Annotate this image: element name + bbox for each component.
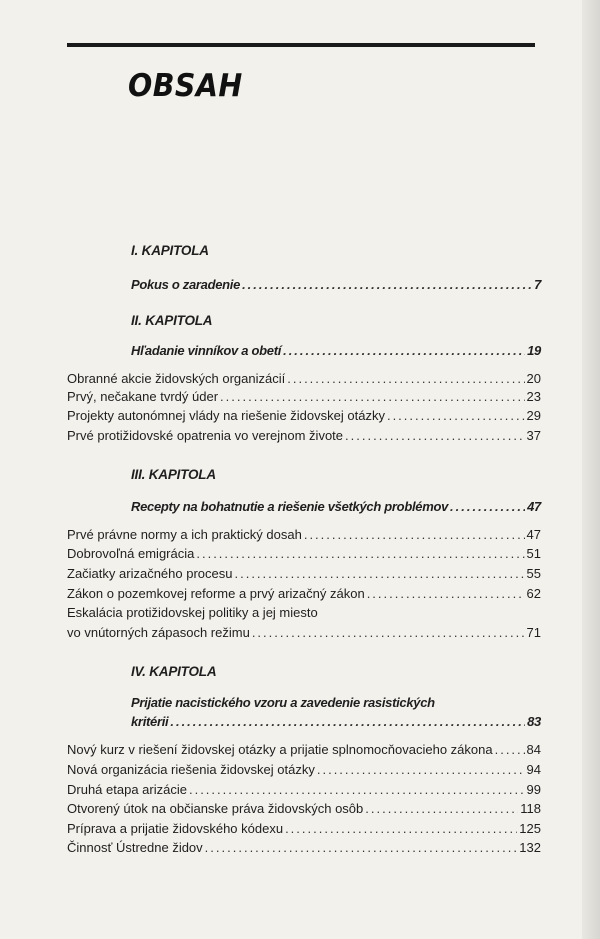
toc-entry[interactable] bbox=[67, 586, 541, 602]
toc-entry[interactable] bbox=[67, 625, 541, 641]
toc-entry-page: 99 bbox=[526, 782, 541, 797]
toc-entry-page: 19 bbox=[527, 343, 541, 358]
toc-entry[interactable] bbox=[67, 428, 541, 444]
toc-entry-label: Príprava a prijatie židovského kódexu bbox=[67, 821, 284, 836]
leader-dots bbox=[345, 428, 525, 444]
toc-entry[interactable] bbox=[131, 499, 541, 515]
toc-entry-label: Prvé protižidovské opatrenia vo verejnom živote bbox=[67, 428, 344, 443]
toc-entry-page: 84 bbox=[526, 742, 541, 757]
chapter-heading: II. KAPITOLA bbox=[131, 313, 213, 328]
leader-dots bbox=[285, 821, 517, 837]
chapter-heading: IV. KAPITOLA bbox=[131, 664, 217, 679]
leader-dots bbox=[367, 586, 525, 602]
toc-entry-page: 7 bbox=[534, 277, 541, 292]
leader-dots bbox=[242, 277, 532, 293]
toc-entry[interactable] bbox=[67, 762, 541, 778]
toc-entry-label: kritérii bbox=[131, 714, 169, 729]
toc-entry-label: Prvé právne normy a ich praktický dosah bbox=[67, 527, 302, 542]
leader-dots bbox=[252, 625, 525, 641]
leader-dots bbox=[283, 343, 525, 359]
toc-entry-page: 29 bbox=[526, 408, 541, 423]
leader-dots bbox=[189, 782, 525, 798]
toc-entry-page: 62 bbox=[526, 586, 541, 601]
leader-dots bbox=[234, 566, 524, 582]
toc-entry-label: Nová organizácia riešenia židovskej otázky bbox=[67, 762, 315, 777]
toc-entry[interactable] bbox=[67, 546, 541, 562]
toc-entry-label: vo vnútorných zápasoch režimu bbox=[67, 625, 250, 640]
toc-entry-label: Obranné akcie židovských organizácií bbox=[67, 371, 286, 386]
toc-entry-page: 47 bbox=[526, 527, 541, 542]
toc-entry-label: Začiatky arizačného procesu bbox=[67, 566, 233, 581]
leader-dots bbox=[450, 499, 525, 515]
toc-entry[interactable] bbox=[67, 408, 541, 424]
toc-entry-page: 37 bbox=[526, 428, 541, 443]
toc-entry-label: Pokus o zaradenie bbox=[131, 277, 241, 292]
toc-entry-label-line: Eskalácia protižidovskej politiky a jej miesto bbox=[67, 605, 318, 620]
toc-entry[interactable] bbox=[67, 801, 541, 817]
leader-dots bbox=[220, 389, 525, 405]
leader-dots bbox=[287, 371, 524, 387]
leader-dots bbox=[304, 527, 525, 543]
toc-entry-label: Recepty na bohatnutie a riešenie všetkých problémov bbox=[131, 499, 449, 514]
leader-dots bbox=[317, 762, 525, 778]
leader-dots bbox=[205, 840, 518, 856]
toc-entry-page: 83 bbox=[527, 714, 541, 729]
toc-entry[interactable] bbox=[67, 527, 541, 543]
leader-dots bbox=[365, 801, 518, 817]
toc-entry-page: 51 bbox=[526, 546, 541, 561]
page-title: OBSAH bbox=[128, 68, 243, 104]
toc-entry-label: Činnosť Ústredne židov bbox=[67, 840, 203, 855]
toc-entry-label-line: Prijatie nacistického vzoru a zavedenie rasistických bbox=[131, 695, 435, 710]
toc-entry-page: 55 bbox=[526, 566, 541, 581]
toc-entry-page: 125 bbox=[519, 821, 541, 836]
leader-dots bbox=[387, 408, 525, 424]
leader-dots bbox=[196, 546, 524, 562]
toc-entry-page: 71 bbox=[526, 625, 541, 640]
toc-entry[interactable] bbox=[67, 782, 541, 798]
chapter-heading: III. KAPITOLA bbox=[131, 467, 216, 482]
toc-entry[interactable] bbox=[67, 371, 541, 387]
toc-entry-page: 118 bbox=[520, 801, 541, 816]
toc-entry[interactable] bbox=[131, 343, 541, 359]
toc-entry-page: 47 bbox=[527, 499, 541, 514]
toc-entry-page: 94 bbox=[526, 762, 541, 777]
top-rule bbox=[67, 43, 535, 47]
toc-entry[interactable] bbox=[67, 840, 541, 856]
toc-entry[interactable] bbox=[67, 821, 541, 837]
toc-entry-label: Zákon o pozemkovej reforme a prvý arizačný zákon bbox=[67, 586, 365, 601]
toc-entry-label: Otvorený útok na občianske práva židovských osôb bbox=[67, 801, 364, 816]
toc-entry-label: Projekty autonómnej vlády na riešenie židovskej otázky bbox=[67, 408, 385, 423]
toc-entry-label: Dobrovoľná emigrácia bbox=[67, 546, 195, 561]
toc-entry[interactable] bbox=[67, 742, 541, 758]
toc-entry-label: Druhá etapa arizácie bbox=[67, 782, 187, 797]
toc-entry[interactable] bbox=[67, 389, 541, 405]
toc-entry-page: 132 bbox=[519, 840, 541, 855]
toc-entry-page: 20 bbox=[526, 371, 541, 386]
leader-dots bbox=[495, 742, 525, 758]
leader-dots bbox=[170, 714, 525, 730]
toc-entry[interactable] bbox=[67, 566, 541, 582]
toc-entry[interactable] bbox=[131, 277, 541, 293]
chapter-heading: I. KAPITOLA bbox=[131, 243, 209, 258]
toc-entry-label: Prvý, nečakane tvrdý úder bbox=[67, 389, 219, 404]
toc-entry-label: Nový kurz v riešení židovskej otázky a prijatie splnomocňovacieho zákona bbox=[67, 742, 493, 757]
toc-entry-label: Hľadanie vinníkov a obetí bbox=[131, 343, 282, 358]
page-edge bbox=[582, 0, 600, 939]
toc-entry[interactable] bbox=[131, 714, 541, 730]
toc-entry-page: 23 bbox=[526, 389, 541, 404]
